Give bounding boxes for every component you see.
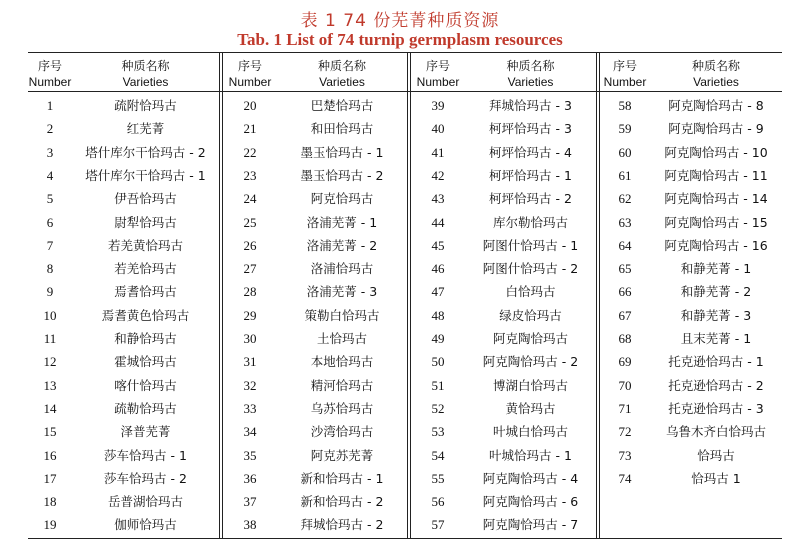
table-row [411, 420, 596, 443]
table-row [411, 490, 596, 513]
table-row [411, 327, 596, 350]
table-row [600, 211, 782, 234]
row-number: 61 [618, 167, 632, 183]
variety-name: 阿克陶恰玛古 - 15 [664, 214, 768, 230]
row-number: 60 [618, 144, 632, 160]
row-number: 37 [243, 494, 257, 510]
variety-name: 黄恰玛古 [505, 400, 556, 416]
row-number: 14 [43, 400, 57, 416]
variety-name: 焉耆黄色恰玛古 [101, 307, 190, 323]
row-number: 5 [46, 191, 54, 207]
table-row [28, 444, 219, 467]
table-row [411, 117, 596, 140]
variety-name: 柯坪恰玛古 - 3 [489, 121, 572, 137]
table-row [411, 350, 596, 373]
table-row [28, 490, 219, 513]
number-header-en: Number [228, 75, 272, 89]
table-row [600, 304, 782, 327]
variety-name: 阿图什恰玛古 - 2 [482, 261, 579, 277]
row-number: 69 [618, 354, 632, 370]
row-number: 41 [431, 144, 445, 160]
variety-header-cn: 种质名称 [121, 59, 170, 73]
row-number: 2 [46, 121, 54, 137]
row-number: 15 [43, 424, 57, 440]
table-row [600, 444, 782, 467]
variety-name: 托克逊恰玛古 - 2 [668, 377, 764, 393]
row-number: 74 [618, 470, 632, 486]
variety-header-en: Varieties [507, 75, 554, 89]
row-number: 33 [243, 400, 257, 416]
variety-name: 和静恰玛古 [114, 331, 177, 346]
number-header-cn: 序号 [37, 59, 62, 73]
variety-name: 阿克苏芜菁 [310, 447, 374, 463]
row-number: 9 [46, 284, 54, 300]
table-row [600, 94, 782, 117]
row-number: 17 [43, 470, 57, 486]
table-row [223, 513, 407, 536]
variety-name: 阿克陶恰玛古 - 10 [664, 144, 768, 160]
row-number: 57 [431, 517, 445, 533]
row-number: 54 [431, 447, 445, 463]
table-row [411, 513, 596, 536]
number-header-en: Number [28, 75, 72, 89]
table-row [28, 187, 219, 210]
row-number: 71 [618, 400, 632, 416]
row-number: 52 [431, 400, 445, 416]
number-header-cn: 序号 [612, 59, 637, 73]
row-number: 20 [243, 98, 257, 113]
variety-name: 红芜菁 [126, 121, 165, 137]
row-number: 13 [43, 377, 57, 393]
number-header-en: Number [416, 75, 460, 89]
row-number: 12 [43, 354, 57, 370]
variety-name: 莎车恰玛古 - 2 [104, 470, 187, 486]
table-row [600, 397, 782, 420]
table-row [223, 327, 407, 350]
variety-name: 新和恰玛古 - 1 [300, 470, 384, 486]
variety-name: 白恰玛古 [505, 284, 556, 300]
row-number: 28 [243, 284, 257, 300]
row-number: 48 [431, 307, 445, 323]
row-number: 73 [618, 447, 632, 463]
table-row [411, 304, 596, 327]
variety-name: 阿克陶恰玛古 - 7 [482, 517, 579, 533]
variety-name: 托克逊恰玛古 - 1 [668, 354, 764, 370]
row-number: 67 [618, 307, 632, 323]
variety-name: 洛浦恰玛古 [310, 261, 374, 277]
table-row [28, 234, 219, 257]
variety-name: 疏附恰玛古 [114, 98, 177, 113]
row-number: 23 [243, 167, 257, 183]
table-row [600, 280, 782, 303]
variety-name: 和静芜菁 - 2 [680, 284, 752, 300]
table-row [223, 490, 407, 513]
variety-name: 阿克陶恰玛古 - 4 [482, 470, 579, 486]
table-row [28, 211, 219, 234]
variety-name: 墨玉恰玛古 - 2 [300, 167, 384, 183]
number-column-header [28, 58, 72, 90]
row-number: 16 [43, 447, 57, 463]
row-number: 32 [243, 377, 257, 393]
row-number: 3 [46, 144, 54, 160]
table-row [223, 117, 407, 140]
number-column-header [223, 58, 277, 90]
row-number: 26 [243, 237, 257, 253]
row-number: 42 [431, 167, 445, 183]
variety-name: 莎车恰玛古 - 1 [104, 447, 187, 463]
variety-name: 托克逊恰玛古 - 3 [668, 400, 764, 416]
number-header-cn: 序号 [237, 59, 262, 73]
row-number: 66 [618, 284, 632, 300]
variety-header-en: Varieties [319, 75, 365, 89]
row-number: 53 [431, 424, 445, 440]
table-row [411, 187, 596, 210]
variety-name: 和田恰玛古 [310, 121, 374, 137]
variety-column-header [72, 58, 219, 90]
variety-name: 沙湾恰玛古 [310, 424, 374, 440]
table-row [411, 280, 596, 303]
table-row [223, 304, 407, 327]
variety-name: 墨玉恰玛古 - 1 [300, 144, 384, 160]
variety-name: 土恰玛古 [316, 331, 367, 346]
table-row [28, 141, 219, 164]
table-row [411, 444, 596, 467]
table-row [600, 327, 782, 350]
table-row [28, 397, 219, 420]
number-header-cn: 序号 [425, 59, 450, 73]
number-header-en: Number [603, 75, 647, 89]
row-number: 19 [43, 517, 57, 533]
variety-name: 喀什恰玛古 [114, 377, 177, 393]
variety-name: 阿克陶恰玛古 - 14 [664, 191, 768, 207]
row-number: 56 [431, 494, 445, 510]
row-number: 8 [46, 261, 54, 277]
table-row [28, 257, 219, 280]
variety-name: 阿克恰玛古 [310, 191, 374, 207]
row-number: 40 [431, 121, 445, 137]
variety-name: 乌苏恰玛古 [310, 400, 374, 416]
variety-name: 恰玛古 [697, 447, 735, 463]
row-number: 46 [431, 261, 445, 277]
table-row [411, 164, 596, 187]
row-number: 4 [46, 167, 54, 183]
variety-name: 若羌恰玛古 [114, 261, 177, 277]
table-row [600, 350, 782, 373]
table-row [411, 397, 596, 420]
variety-name: 精河恰玛古 [310, 377, 374, 393]
variety-name: 阿克陶恰玛古 - 11 [664, 167, 768, 183]
table-row [223, 141, 407, 164]
variety-name: 洛浦芜菁 - 1 [306, 214, 378, 230]
row-number: 59 [618, 121, 632, 137]
table-row [600, 117, 782, 140]
variety-name: 塔什库尔干恰玛古 - 2 [85, 144, 206, 160]
variety-name: 疏勒恰玛古 [114, 400, 177, 416]
table-row [28, 280, 219, 303]
variety-name: 乌鲁木齐白恰玛古 [665, 424, 766, 440]
table-row [223, 420, 407, 443]
number-column-header [411, 58, 465, 90]
variety-header-cn: 种质名称 [691, 59, 740, 73]
row-number: 36 [243, 470, 257, 486]
variety-name: 拜城恰玛古 - 2 [300, 517, 384, 533]
variety-name: 岳普湖恰玛古 [107, 494, 183, 510]
variety-name: 阿克陶恰玛古 - 2 [482, 354, 579, 370]
table-row [223, 444, 407, 467]
table-title-cn: 表 1 74 份芜菁种质资源 [300, 11, 500, 31]
table-row [28, 513, 219, 536]
row-number: 34 [243, 424, 257, 440]
variety-name: 策勒白恰玛古 [304, 307, 380, 323]
variety-name: 库尔勒恰玛古 [492, 214, 568, 230]
variety-name: 阿克陶恰玛古 - 16 [664, 237, 768, 253]
variety-name: 阿克陶恰玛古 - 8 [668, 98, 764, 113]
table-bottom-rule [28, 538, 782, 539]
table-row [28, 94, 219, 117]
variety-name: 泽普芜菁 [120, 424, 171, 440]
row-number: 58 [618, 98, 632, 113]
row-number: 6 [46, 214, 54, 230]
row-number: 50 [431, 354, 445, 370]
table-panel [600, 52, 782, 538]
row-number: 11 [43, 331, 57, 346]
variety-name: 和静芜菁 - 3 [680, 307, 752, 323]
row-number: 55 [431, 470, 445, 486]
variety-name: 巴楚恰玛古 [310, 98, 374, 113]
row-number: 10 [43, 307, 57, 323]
variety-name: 伊吾恰玛古 [114, 191, 177, 207]
row-number: 45 [431, 237, 445, 253]
row-number: 64 [618, 237, 632, 253]
table-row [600, 187, 782, 210]
table-row [223, 257, 407, 280]
variety-name: 叶城白恰玛古 [492, 424, 568, 440]
variety-name: 新和恰玛古 - 2 [300, 494, 384, 510]
table-row [411, 257, 596, 280]
variety-name: 洛浦芜菁 - 2 [306, 237, 378, 253]
variety-column-header [277, 58, 407, 90]
row-number: 22 [243, 144, 257, 160]
row-number: 47 [431, 284, 445, 300]
row-number: 39 [431, 98, 445, 113]
variety-header-en: Varieties [693, 75, 739, 89]
row-number: 7 [46, 237, 54, 253]
row-number: 44 [431, 214, 445, 230]
number-column-header [600, 58, 650, 90]
variety-name: 柯坪恰玛古 - 4 [489, 144, 572, 160]
table-row [28, 420, 219, 443]
row-number: 68 [618, 331, 632, 346]
table-row [600, 164, 782, 187]
row-number: 31 [243, 354, 257, 370]
row-number: 35 [243, 447, 257, 463]
row-number: 27 [243, 261, 257, 277]
table-row [28, 467, 219, 490]
table-row [600, 374, 782, 397]
variety-name: 拜城恰玛古 - 3 [489, 98, 572, 113]
variety-header-cn: 种质名称 [317, 59, 366, 73]
variety-name: 阿克陶恰玛古 - 9 [668, 121, 764, 137]
row-number: 70 [618, 377, 632, 393]
table-row [600, 141, 782, 164]
table-row [223, 467, 407, 490]
variety-name: 且末芜菁 - 1 [680, 331, 752, 346]
row-number: 49 [431, 331, 445, 346]
variety-name: 阿图什恰玛古 - 1 [482, 237, 579, 253]
row-number: 21 [243, 121, 257, 137]
table-row [28, 117, 219, 140]
row-number: 25 [243, 214, 257, 230]
table-row [600, 467, 782, 490]
variety-column-header [650, 58, 782, 90]
table-panel [411, 52, 596, 538]
table-row [223, 94, 407, 117]
table-row [223, 374, 407, 397]
row-number: 43 [431, 191, 445, 207]
variety-name: 伽师恰玛古 [114, 517, 177, 533]
variety-name: 阿克陶恰玛古 [492, 331, 568, 346]
variety-name: 和静芜菁 - 1 [680, 261, 752, 277]
row-number: 51 [431, 377, 445, 393]
table-panel [223, 52, 407, 538]
table-row [411, 374, 596, 397]
row-number: 1 [46, 98, 54, 113]
table-row [411, 211, 596, 234]
row-number: 29 [243, 307, 257, 323]
table-row [28, 374, 219, 397]
row-number: 63 [618, 214, 632, 230]
table-row [411, 467, 596, 490]
row-number: 62 [618, 191, 632, 207]
table-panel [28, 52, 219, 538]
variety-name: 博湖白恰玛古 [492, 377, 568, 393]
table-row [600, 420, 782, 443]
variety-name: 恰玛古 1 [691, 470, 741, 486]
table-row [223, 280, 407, 303]
table-row [223, 397, 407, 420]
table-row [223, 187, 407, 210]
row-number: 24 [243, 191, 257, 207]
table-row [223, 164, 407, 187]
table-row [28, 350, 219, 373]
table-row [411, 141, 596, 164]
row-number: 72 [618, 424, 632, 440]
table-row [28, 327, 219, 350]
row-number: 30 [243, 331, 257, 346]
row-number: 38 [243, 517, 257, 533]
table-row [411, 234, 596, 257]
variety-name: 叶城恰玛古 - 1 [489, 447, 572, 463]
table-row [600, 257, 782, 280]
variety-name: 阿克陶恰玛古 - 6 [482, 494, 579, 510]
table-row [411, 94, 596, 117]
table-row [600, 234, 782, 257]
variety-name: 尉犁恰玛古 [114, 214, 177, 230]
variety-name: 霍城恰玛古 [114, 354, 177, 370]
table-row [223, 211, 407, 234]
table-title-en: Tab. 1 List of 74 turnip germplasm resources [237, 30, 563, 49]
variety-name: 洛浦芜菁 - 3 [306, 284, 378, 300]
variety-name: 焉耆恰玛古 [114, 284, 177, 300]
variety-header-cn: 种质名称 [506, 59, 555, 73]
variety-name: 若羌黄恰玛古 [107, 237, 183, 253]
table-row [223, 234, 407, 257]
table-row [28, 164, 219, 187]
variety-name: 塔什库尔干恰玛古 - 1 [85, 167, 206, 183]
variety-name: 柯坪恰玛古 - 1 [489, 167, 572, 183]
row-number: 65 [618, 261, 632, 277]
table-row [28, 304, 219, 327]
variety-header-en: Varieties [122, 75, 169, 89]
variety-name: 绿皮恰玛古 [499, 307, 562, 323]
variety-column-header [465, 58, 596, 90]
variety-name: 柯坪恰玛古 - 2 [489, 191, 572, 207]
variety-name: 本地恰玛古 [310, 354, 374, 370]
row-number: 18 [43, 494, 57, 510]
table-row [223, 350, 407, 373]
